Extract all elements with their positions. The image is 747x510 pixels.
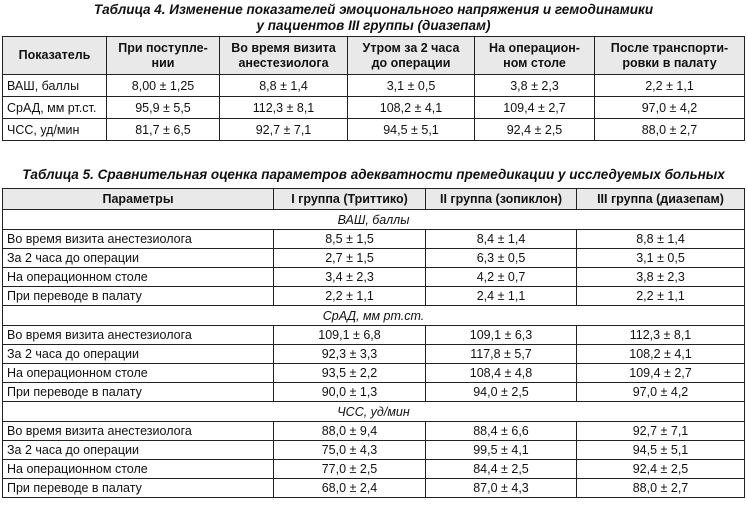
- table5: [2, 188, 745, 498]
- table4: [2, 36, 745, 141]
- table5-header-cell: II группа (зопиклон): [426, 189, 577, 210]
- table-cell: 117,8 ± 5,7: [426, 345, 577, 364]
- table-cell: 8,8 ± 1,4: [220, 75, 348, 97]
- row-label: Во время визита анестезиолога: [3, 422, 274, 441]
- row-label: На операционном столе: [3, 460, 274, 479]
- table-row: [3, 119, 745, 141]
- table-cell: 92,7 ± 7,1: [577, 422, 745, 441]
- row-label: На операционном столе: [3, 364, 274, 383]
- table-cell: 94,5 ± 5,1: [348, 119, 475, 141]
- table-cell: 3,1 ± 0,5: [348, 75, 475, 97]
- table-cell: 99,5 ± 4,1: [426, 441, 577, 460]
- table-row: [3, 383, 745, 402]
- row-label: СрАД, мм рт.ст.: [3, 97, 107, 119]
- table4-caption: [0, 2, 747, 34]
- section-row: [3, 210, 745, 230]
- table-row: [3, 97, 745, 119]
- table-cell: 92,4 ± 2,5: [577, 460, 745, 479]
- row-label: ЧСС, уд/мин: [3, 119, 107, 141]
- table5-header-cell: Параметры: [3, 189, 274, 210]
- section-row: [3, 402, 745, 422]
- table4-header-cell: На операцион- ном столе: [475, 37, 595, 75]
- row-label: За 2 часа до операции: [3, 441, 274, 460]
- table-cell: 112,3 ± 8,1: [577, 326, 745, 345]
- table-row: [3, 268, 745, 287]
- table-cell: 84,4 ± 2,5: [426, 460, 577, 479]
- table-cell: 109,4 ± 2,7: [475, 97, 595, 119]
- table-cell: 2,7 ± 1,5: [274, 249, 426, 268]
- table-cell: 87,0 ± 4,3: [426, 479, 577, 498]
- row-label: За 2 часа до операции: [3, 249, 274, 268]
- table-cell: 68,0 ± 2,4: [274, 479, 426, 498]
- row-label: При переводе в палату: [3, 287, 274, 306]
- table-cell: 2,2 ± 1,1: [274, 287, 426, 306]
- table4-header-cell: При поступле- нии: [107, 37, 220, 75]
- table-row: [3, 441, 745, 460]
- table-row: [3, 249, 745, 268]
- table-cell: 97,0 ± 4,2: [595, 97, 745, 119]
- table-cell: 77,0 ± 2,5: [274, 460, 426, 479]
- section-row: [3, 306, 745, 326]
- table-cell: 92,4 ± 2,5: [475, 119, 595, 141]
- table-cell: 2,2 ± 1,1: [595, 75, 745, 97]
- table4-header-cell: Показатель: [3, 37, 107, 75]
- table5-header-cell: I группа (Триттико): [274, 189, 426, 210]
- table4-header-cell: После транспорти- ровки в палату: [595, 37, 745, 75]
- table-cell: 3,4 ± 2,3: [274, 268, 426, 287]
- table-cell: 8,00 ± 1,25: [107, 75, 220, 97]
- table5-caption: [0, 167, 747, 183]
- table-cell: 112,3 ± 8,1: [220, 97, 348, 119]
- table-cell: 108,4 ± 4,8: [426, 364, 577, 383]
- row-label: При переводе в палату: [3, 383, 274, 402]
- table-cell: 88,0 ± 9,4: [274, 422, 426, 441]
- table-cell: 97,0 ± 4,2: [577, 383, 745, 402]
- table-cell: 8,5 ± 1,5: [274, 230, 426, 249]
- row-label: ВАШ, баллы: [3, 75, 107, 97]
- table-cell: 108,2 ± 4,1: [348, 97, 475, 119]
- table-cell: 95,9 ± 5,5: [107, 97, 220, 119]
- table-cell: 4,2 ± 0,7: [426, 268, 577, 287]
- table-row: [3, 75, 745, 97]
- table-row: [3, 364, 745, 383]
- table-cell: 6,3 ± 0,5: [426, 249, 577, 268]
- table-cell: 81,7 ± 6,5: [107, 119, 220, 141]
- table-cell: 2,2 ± 1,1: [577, 287, 745, 306]
- table-cell: 93,5 ± 2,2: [274, 364, 426, 383]
- table-cell: 94,5 ± 5,1: [577, 441, 745, 460]
- section-title: СрАД, мм рт.ст.: [3, 306, 745, 326]
- section-title: ВАШ, баллы: [3, 210, 745, 230]
- table-cell: 92,7 ± 7,1: [220, 119, 348, 141]
- table-cell: 108,2 ± 4,1: [577, 345, 745, 364]
- section-title: ЧСС, уд/мин: [3, 402, 745, 422]
- table-row: [3, 479, 745, 498]
- table-cell: 8,4 ± 1,4: [426, 230, 577, 249]
- table-cell: 75,0 ± 4,3: [274, 441, 426, 460]
- table-cell: 8,8 ± 1,4: [577, 230, 745, 249]
- table-cell: 109,4 ± 2,7: [577, 364, 745, 383]
- table4-caption-line2: у пациентов III группы (диазепам): [256, 18, 491, 33]
- row-label: При переводе в палату: [3, 479, 274, 498]
- table-cell: 88,0 ± 2,7: [595, 119, 745, 141]
- row-label: За 2 часа до операции: [3, 345, 274, 364]
- table-cell: 109,1 ± 6,3: [426, 326, 577, 345]
- table-row: [3, 230, 745, 249]
- table-cell: 3,8 ± 2,3: [577, 268, 745, 287]
- table-cell: 3,1 ± 0,5: [577, 249, 745, 268]
- table-cell: 2,4 ± 1,1: [426, 287, 577, 306]
- row-label: Во время визита анестезиолога: [3, 326, 274, 345]
- table4-header-row: [3, 37, 745, 75]
- table4-caption-line1: Таблица 4. Изменение показателей эмоционального напряжения и гемодинамики: [93, 2, 654, 17]
- table4-header-cell: Во время визита анестезиолога: [220, 37, 348, 75]
- table-row: [3, 345, 745, 364]
- table-cell: 109,1 ± 6,8: [274, 326, 426, 345]
- table5-header-cell: III группа (диазепам): [577, 189, 745, 210]
- table-row: [3, 460, 745, 479]
- table-cell: 88,4 ± 6,6: [426, 422, 577, 441]
- table-row: [3, 326, 745, 345]
- table5-caption-line: Таблица 5. Сравнительная оценка параметров адекватности премедикации у исследуемых больных: [22, 167, 725, 182]
- table-cell: 90,0 ± 1,3: [274, 383, 426, 402]
- table-row: [3, 422, 745, 441]
- table-cell: 3,8 ± 2,3: [475, 75, 595, 97]
- table-cell: 88,0 ± 2,7: [577, 479, 745, 498]
- row-label: Во время визита анестезиолога: [3, 230, 274, 249]
- table-cell: 92,3 ± 3,3: [274, 345, 426, 364]
- table5-header-row: [3, 189, 745, 210]
- table-cell: 94,0 ± 2,5: [426, 383, 577, 402]
- table-row: [3, 287, 745, 306]
- table4-header-cell: Утром за 2 часа до операции: [348, 37, 475, 75]
- row-label: На операционном столе: [3, 268, 274, 287]
